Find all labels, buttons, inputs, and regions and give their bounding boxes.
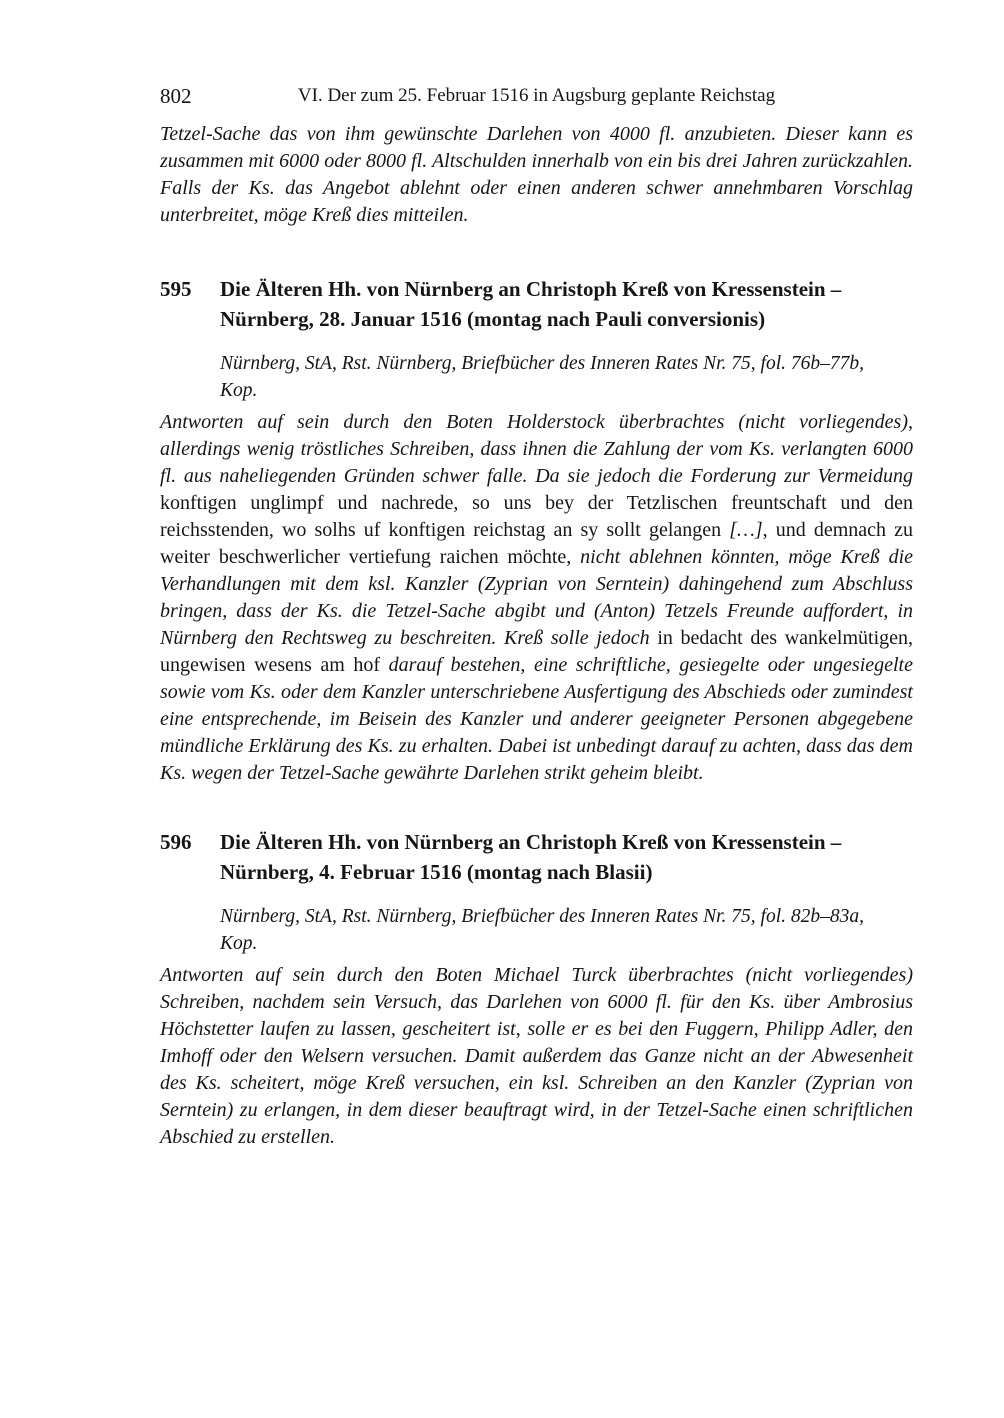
entry-595 bbox=[160, 274, 913, 787]
page-header bbox=[160, 83, 913, 109]
source-reference: Nürnberg, StA, Rst. Nürnberg, Briefbücher des Inneren Rates Nr. 75, fol. 82b–83a, Kop. bbox=[220, 906, 864, 954]
entry-number: 596 bbox=[160, 830, 192, 854]
source-reference: Nürnberg, StA, Rst. Nürnberg, Briefbücher des Inneren Rates Nr. 75, fol. 76b–77b, Kop. bbox=[220, 353, 864, 401]
entry-596-heading bbox=[160, 827, 913, 887]
entry-number: 595 bbox=[160, 277, 192, 301]
entry-title: Die Älteren Hh. von Nürnberg an Christoph Kreß von Kressenstein – Nürnberg, 28. Januar 1516 (montag nach Pauli conversionis) bbox=[220, 277, 842, 331]
text-block bbox=[160, 0, 913, 1151]
page-number: 802 bbox=[160, 84, 192, 108]
entry-title: Die Älteren Hh. von Nürnberg an Christoph Kreß von Kressenstein – Nürnberg, 4. Februar 1516 (montag nach Blasii) bbox=[220, 830, 842, 884]
entry-body: Antworten auf sein durch den Boten Michael Turck überbrachtes (nicht vorliegendes) Schreiben, nachdem sein Versuch, das Darlehen von 6000 fl. für den Ks. über Ambrosius Höchstetter laufen zu lassen, gescheitert ist, solle er es bei den Fuggern, Philipp Adler, den Imhoff oder den Welsern versuchen. Damit außerdem das Ganze nicht an der Abwesenheit des Ks. scheitert, möge Kreß versuchen, ein ksl. Schreiben an den Kanzler (Zyprian von Serntein) zu erlangen, in dem dieser beauftragt wird, in der Tetzel-Sache einen schriftlichen Abschied zu erstellen. bbox=[160, 964, 913, 1148]
entry-body: Antworten auf sein durch den Boten Holderstock überbrachtes (nicht vorliegendes), allerdings wenig tröstliches Schreiben, dass ihnen die Zahlung der vom Ks. verlangten 6000 fl. aus naheliegenden Gründen schwer falle. Da sie jedoch die Forderung zur Vermeidung konftigen unglimpf und nachrede, so uns bey der Tetzlischen freuntschaft und den reichsstenden, wo solhs uf konftigen reichstag an sy sollt gelangen […], und demnach zu weiter beschwerlicher vertiefung raichen möchte, nicht ablehnen könnten, möge Kreß die Verhandlungen mit dem ksl. Kanzler (Zyprian von Serntein) dahingehend zum Abschluss bringen, dass der Ks. die Tetzel-Sache abgibt und (Anton) Tetzels Freunde auffordert, in Nürnberg den Rechtsweg zu beschreiten. Kreß solle jedoch in bedacht des wankelmütigen, ungewisen wesens am hof darauf bestehen, eine schriftliche, gesiegelte oder ungesiegelte sowie vom Ks. oder dem Kanzler unterschriebene Ausfertigung des Abschieds oder zumindest eine entsprechende, im Beisein des Kanzler und anderer geeigneter Personen abgegebene mündliche Erklärung des Ks. zu erhalten. Dabei ist unbedingt darauf zu achten, dass das dem Ks. wegen der Tetzel-Sache gewährte Darlehen strikt geheim bleibt. bbox=[160, 411, 914, 784]
entry-596 bbox=[160, 827, 913, 1151]
entry-595-heading bbox=[160, 274, 913, 334]
intro-paragraph: Tetzel-Sache das von ihm gewünschte Darlehen von 4000 fl. anzubieten. Dieser kann es zusammen mit 6000 oder 8000 fl. Altschulden innerhalb von ein bis drei Jahren zurückzahlen. Falls der Ks. das Angebot ablehnt oder einen anderen schwer annehmbaren Vorschlag unterbreitet, möge Kreß dies mitteilen. bbox=[160, 123, 913, 226]
running-head: VI. Der zum 25. Februar 1516 in Augsburg geplante Reichstag bbox=[297, 85, 776, 106]
